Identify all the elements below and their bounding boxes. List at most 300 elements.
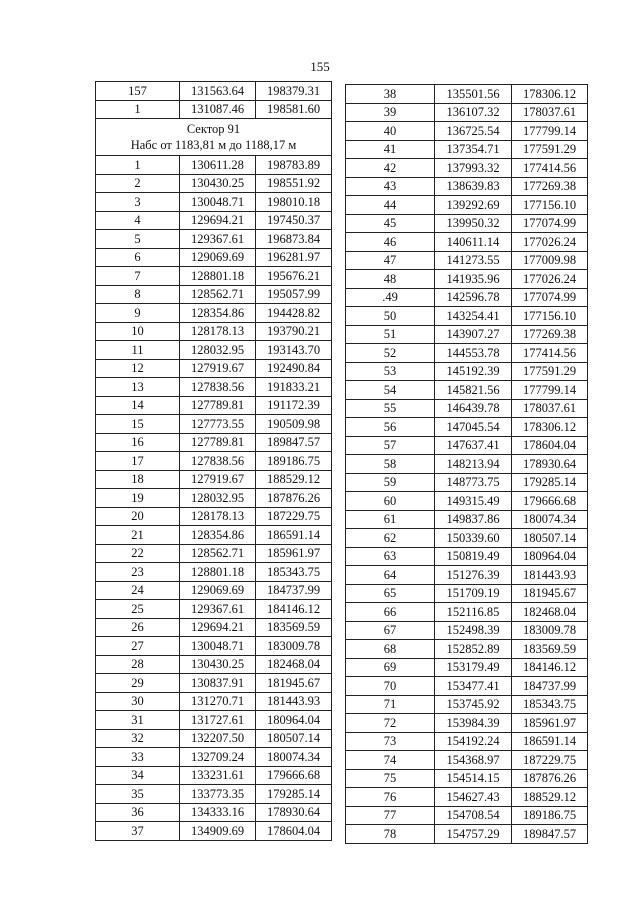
point-number-cell: 44 (346, 196, 435, 215)
point-number-cell: 48 (346, 270, 435, 289)
x-coordinate-cell: 134333.16 (180, 803, 256, 822)
coordinates-table-left (95, 81, 332, 841)
table-row (346, 658, 588, 677)
table-row (96, 711, 332, 730)
x-coordinate-cell: 128354.86 (180, 526, 256, 545)
point-number-cell: 39 (346, 103, 435, 122)
point-number-cell: 25 (96, 600, 180, 619)
point-number-cell: 43 (346, 177, 435, 196)
y-coordinate-cell: 185343.75 (256, 563, 332, 582)
left-top-rows (96, 82, 332, 119)
table-row (346, 547, 588, 566)
point-number-cell: 30 (96, 692, 180, 711)
point-number-cell: 32 (96, 729, 180, 748)
x-coordinate-cell: 131087.46 (180, 100, 256, 119)
point-number-cell: 1 (96, 100, 180, 119)
point-number-cell: 20 (96, 507, 180, 526)
x-coordinate-cell: 130430.25 (180, 655, 256, 674)
table-row (346, 510, 588, 529)
point-number-cell: 36 (96, 803, 180, 822)
table-row (96, 618, 332, 637)
point-number-cell: 4 (96, 211, 180, 230)
x-coordinate-cell: 135501.56 (435, 85, 512, 104)
point-number-cell: 64 (346, 566, 435, 585)
table-row (346, 436, 588, 455)
x-coordinate-cell: 154627.43 (435, 788, 512, 807)
y-coordinate-cell: 189186.75 (512, 806, 588, 825)
y-coordinate-cell: 196281.97 (256, 248, 332, 267)
x-coordinate-cell: 154192.24 (435, 732, 512, 751)
y-coordinate-cell: 190509.98 (256, 415, 332, 434)
y-coordinate-cell: 184146.12 (256, 600, 332, 619)
y-coordinate-cell: 179666.68 (512, 492, 588, 511)
table-row (346, 529, 588, 548)
y-coordinate-cell: 180507.14 (256, 729, 332, 748)
x-coordinate-cell: 128354.86 (180, 304, 256, 323)
x-coordinate-cell: 144553.78 (435, 344, 512, 363)
table-row (96, 359, 332, 378)
point-number-cell: 22 (96, 544, 180, 563)
y-coordinate-cell: 197450.37 (256, 211, 332, 230)
point-number-cell: 59 (346, 473, 435, 492)
table-row (96, 378, 332, 397)
point-number-cell: 18 (96, 470, 180, 489)
y-coordinate-cell: 180964.04 (256, 711, 332, 730)
y-coordinate-cell: 189847.57 (512, 825, 588, 844)
y-coordinate-cell: 177591.29 (512, 362, 588, 381)
y-coordinate-cell: 178930.64 (512, 455, 588, 474)
y-coordinate-cell: 177414.56 (512, 159, 588, 178)
table-row (346, 751, 588, 770)
table-row (96, 803, 332, 822)
y-coordinate-cell: 178037.61 (512, 399, 588, 418)
point-number-cell: 72 (346, 714, 435, 733)
y-coordinate-cell: 193143.70 (256, 341, 332, 360)
point-number-cell: 74 (346, 751, 435, 770)
x-coordinate-cell: 132709.24 (180, 748, 256, 767)
point-number-cell: 16 (96, 433, 180, 452)
y-coordinate-cell: 178306.12 (512, 85, 588, 104)
point-number-cell: 54 (346, 381, 435, 400)
table-row (346, 251, 588, 270)
point-number-cell: 23 (96, 563, 180, 582)
y-coordinate-cell: 198581.60 (256, 100, 332, 119)
table-row (346, 307, 588, 326)
table-row (346, 270, 588, 289)
x-coordinate-cell: 150819.49 (435, 547, 512, 566)
y-coordinate-cell: 193790.21 (256, 322, 332, 341)
point-number-cell: 67 (346, 621, 435, 640)
y-coordinate-cell: 189847.57 (256, 433, 332, 452)
point-number-cell: 17 (96, 452, 180, 471)
table-row (346, 122, 588, 141)
y-coordinate-cell: 177799.14 (512, 122, 588, 141)
point-number-cell: 40 (346, 122, 435, 141)
table-row (346, 695, 588, 714)
table-row (346, 566, 588, 585)
table-row (96, 156, 332, 175)
point-number-cell: 56 (346, 418, 435, 437)
x-coordinate-cell: 147637.41 (435, 436, 512, 455)
y-coordinate-cell: 179285.14 (512, 473, 588, 492)
x-coordinate-cell: 153179.49 (435, 658, 512, 677)
table-row (346, 455, 588, 474)
point-number-cell: 46 (346, 233, 435, 252)
x-coordinate-cell: 133773.35 (180, 785, 256, 804)
x-coordinate-cell: 152116.85 (435, 603, 512, 622)
point-number-cell: 33 (96, 748, 180, 767)
point-number-cell: 12 (96, 359, 180, 378)
x-coordinate-cell: 146439.78 (435, 399, 512, 418)
point-number-cell: 27 (96, 637, 180, 656)
y-coordinate-cell: 182468.04 (512, 603, 588, 622)
point-number-cell: 29 (96, 674, 180, 693)
right-rows (346, 85, 588, 844)
table-row (96, 433, 332, 452)
y-coordinate-cell: 198010.18 (256, 193, 332, 212)
y-coordinate-cell: 183009.78 (512, 621, 588, 640)
point-number-cell: 77 (346, 806, 435, 825)
point-number-cell: 7 (96, 267, 180, 286)
sector-header-group (96, 119, 332, 156)
table-row (346, 584, 588, 603)
x-coordinate-cell: 136725.54 (435, 122, 512, 141)
y-coordinate-cell: 183009.78 (256, 637, 332, 656)
table-row (346, 621, 588, 640)
x-coordinate-cell: 149837.86 (435, 510, 512, 529)
point-number-cell: 69 (346, 658, 435, 677)
point-number-cell: 34 (96, 766, 180, 785)
point-number-cell: 15 (96, 415, 180, 434)
point-number-cell: 26 (96, 618, 180, 637)
y-coordinate-cell: 180964.04 (512, 547, 588, 566)
table-row (96, 729, 332, 748)
x-coordinate-cell: 127919.67 (180, 359, 256, 378)
table-row (346, 640, 588, 659)
x-coordinate-cell: 128032.95 (180, 341, 256, 360)
y-coordinate-cell: 192490.84 (256, 359, 332, 378)
table-row (346, 473, 588, 492)
x-coordinate-cell: 143254.41 (435, 307, 512, 326)
table-row (96, 211, 332, 230)
x-coordinate-cell: 153984.39 (435, 714, 512, 733)
y-coordinate-cell: 187876.26 (256, 489, 332, 508)
y-coordinate-cell: 180074.34 (256, 748, 332, 767)
table-row (96, 285, 332, 304)
x-coordinate-cell: 154368.97 (435, 751, 512, 770)
point-number-cell: 73 (346, 732, 435, 751)
table-row (346, 362, 588, 381)
x-coordinate-cell: 131563.64 (180, 82, 256, 101)
point-number-cell: 71 (346, 695, 435, 714)
point-number-cell: 21 (96, 526, 180, 545)
y-coordinate-cell: 186591.14 (256, 526, 332, 545)
x-coordinate-cell: 151276.39 (435, 566, 512, 585)
table-row (346, 288, 588, 307)
x-coordinate-cell: 129367.61 (180, 230, 256, 249)
point-number-cell: 66 (346, 603, 435, 622)
table-row (96, 322, 332, 341)
x-coordinate-cell: 139950.32 (435, 214, 512, 233)
x-coordinate-cell: 129069.69 (180, 248, 256, 267)
y-coordinate-cell: 181945.67 (256, 674, 332, 693)
y-coordinate-cell: 181443.93 (512, 566, 588, 585)
point-number-cell: 10 (96, 322, 180, 341)
sector-header-row (96, 119, 332, 156)
y-coordinate-cell: 178930.64 (256, 803, 332, 822)
y-coordinate-cell: 178604.04 (256, 822, 332, 841)
table-row (346, 177, 588, 196)
table-row (346, 492, 588, 511)
table-row (96, 655, 332, 674)
y-coordinate-cell: 177009.98 (512, 251, 588, 270)
point-number-cell: 13 (96, 378, 180, 397)
x-coordinate-cell: 145821.56 (435, 381, 512, 400)
table-row (346, 806, 588, 825)
table-row (96, 193, 332, 212)
point-number-cell: 8 (96, 285, 180, 304)
point-number-cell: 42 (346, 159, 435, 178)
point-number-cell: 2 (96, 174, 180, 193)
table-row (96, 600, 332, 619)
x-coordinate-cell: 128178.13 (180, 322, 256, 341)
page-number: 155 (310, 59, 330, 74)
x-coordinate-cell: 150339.60 (435, 529, 512, 548)
x-coordinate-cell: 152498.39 (435, 621, 512, 640)
coordinates-table-right (345, 84, 588, 844)
x-coordinate-cell: 128801.18 (180, 267, 256, 286)
y-coordinate-cell: 177799.14 (512, 381, 588, 400)
y-coordinate-cell: 177074.99 (512, 288, 588, 307)
point-number-cell: 41 (346, 140, 435, 159)
table-row (96, 267, 332, 286)
y-coordinate-cell: 184737.99 (512, 677, 588, 696)
table-row (96, 230, 332, 249)
point-number-cell: 70 (346, 677, 435, 696)
table-row (96, 82, 332, 101)
point-number-cell: 31 (96, 711, 180, 730)
x-coordinate-cell: 143907.27 (435, 325, 512, 344)
y-coordinate-cell: 177591.29 (512, 140, 588, 159)
point-number-cell: 45 (346, 214, 435, 233)
table-row (96, 822, 332, 841)
x-coordinate-cell: 152852.89 (435, 640, 512, 659)
y-coordinate-cell: 178604.04 (512, 436, 588, 455)
point-number-cell: 51 (346, 325, 435, 344)
x-coordinate-cell: 137993.32 (435, 159, 512, 178)
x-coordinate-cell: 129694.21 (180, 211, 256, 230)
table-row (96, 100, 332, 119)
x-coordinate-cell: 148773.75 (435, 473, 512, 492)
x-coordinate-cell: 127919.67 (180, 470, 256, 489)
x-coordinate-cell: 128562.71 (180, 544, 256, 563)
x-coordinate-cell: 130837.91 (180, 674, 256, 693)
table-row (96, 526, 332, 545)
y-coordinate-cell: 177026.24 (512, 233, 588, 252)
y-coordinate-cell: 182468.04 (256, 655, 332, 674)
point-number-cell: 52 (346, 344, 435, 363)
table-row (96, 581, 332, 600)
y-coordinate-cell: 184146.12 (512, 658, 588, 677)
y-coordinate-cell: 188529.12 (256, 470, 332, 489)
y-coordinate-cell: 187229.75 (512, 751, 588, 770)
point-number-cell: 53 (346, 362, 435, 381)
table-row (96, 248, 332, 267)
y-coordinate-cell: 177269.38 (512, 177, 588, 196)
x-coordinate-cell: 129694.21 (180, 618, 256, 637)
x-coordinate-cell: 142596.78 (435, 288, 512, 307)
table-row (96, 452, 332, 471)
sector-header-cell (96, 119, 332, 156)
point-number-cell: 35 (96, 785, 180, 804)
y-coordinate-cell: 177156.10 (512, 196, 588, 215)
x-coordinate-cell: 130430.25 (180, 174, 256, 193)
table-row (96, 544, 332, 563)
point-number-cell: 78 (346, 825, 435, 844)
table-row (346, 418, 588, 437)
x-coordinate-cell: 130048.71 (180, 637, 256, 656)
x-coordinate-cell: 154514.15 (435, 769, 512, 788)
point-number-cell: 62 (346, 529, 435, 548)
x-coordinate-cell: 141273.55 (435, 251, 512, 270)
x-coordinate-cell: 127789.81 (180, 433, 256, 452)
point-number-cell: 65 (346, 584, 435, 603)
table-row (96, 692, 332, 711)
point-number-cell: 24 (96, 581, 180, 600)
table-row (96, 304, 332, 323)
table-row (346, 196, 588, 215)
x-coordinate-cell: 134909.69 (180, 822, 256, 841)
y-coordinate-cell: 181945.67 (512, 584, 588, 603)
x-coordinate-cell: 141935.96 (435, 270, 512, 289)
point-number-cell: 157 (96, 82, 180, 101)
point-number-cell: 19 (96, 489, 180, 508)
x-coordinate-cell: 127789.81 (180, 396, 256, 415)
x-coordinate-cell: 139292.69 (435, 196, 512, 215)
y-coordinate-cell: 198783.89 (256, 156, 332, 175)
y-coordinate-cell: 185961.97 (512, 714, 588, 733)
y-coordinate-cell: 177414.56 (512, 344, 588, 363)
y-coordinate-cell: 187876.26 (512, 769, 588, 788)
table-row (346, 732, 588, 751)
y-coordinate-cell: 185343.75 (512, 695, 588, 714)
point-number-cell: 28 (96, 655, 180, 674)
x-coordinate-cell: 129367.61 (180, 600, 256, 619)
x-coordinate-cell: 127838.56 (180, 452, 256, 471)
point-number-cell: 50 (346, 307, 435, 326)
sector-subtitle: Набс от 1183,81 м до 1188,17 м (130, 138, 297, 152)
x-coordinate-cell: 127838.56 (180, 378, 256, 397)
point-number-cell: 9 (96, 304, 180, 323)
y-coordinate-cell: 195676.21 (256, 267, 332, 286)
point-number-cell: 37 (96, 822, 180, 841)
sector-title: Сектор 91 (186, 122, 241, 136)
table-row (346, 825, 588, 844)
x-coordinate-cell: 147045.54 (435, 418, 512, 437)
table-row (346, 381, 588, 400)
table-row (96, 637, 332, 656)
y-coordinate-cell: 183569.59 (256, 618, 332, 637)
x-coordinate-cell: 128178.13 (180, 507, 256, 526)
table-row (96, 766, 332, 785)
point-number-cell: .49 (346, 288, 435, 307)
y-coordinate-cell: 191172.39 (256, 396, 332, 415)
x-coordinate-cell: 145192.39 (435, 362, 512, 381)
table-row (346, 140, 588, 159)
y-coordinate-cell: 188529.12 (512, 788, 588, 807)
y-coordinate-cell: 178037.61 (512, 103, 588, 122)
point-number-cell: 57 (346, 436, 435, 455)
x-coordinate-cell: 154757.29 (435, 825, 512, 844)
y-coordinate-cell: 191833.21 (256, 378, 332, 397)
point-number-cell: 47 (346, 251, 435, 270)
table-row (346, 233, 588, 252)
y-coordinate-cell: 177074.99 (512, 214, 588, 233)
table-row (96, 174, 332, 193)
x-coordinate-cell: 130048.71 (180, 193, 256, 212)
x-coordinate-cell: 127773.55 (180, 415, 256, 434)
x-coordinate-cell: 130611.28 (180, 156, 256, 175)
y-coordinate-cell: 194428.82 (256, 304, 332, 323)
x-coordinate-cell: 138639.83 (435, 177, 512, 196)
y-coordinate-cell: 180507.14 (512, 529, 588, 548)
left-sector-rows (96, 156, 332, 841)
x-coordinate-cell: 128562.71 (180, 285, 256, 304)
y-coordinate-cell: 186591.14 (512, 732, 588, 751)
x-coordinate-cell: 133231.61 (180, 766, 256, 785)
y-coordinate-cell: 198379.31 (256, 82, 332, 101)
point-number-cell: 68 (346, 640, 435, 659)
point-number-cell: 6 (96, 248, 180, 267)
x-coordinate-cell: 128032.95 (180, 489, 256, 508)
y-coordinate-cell: 178306.12 (512, 418, 588, 437)
table-row (96, 748, 332, 767)
y-coordinate-cell: 195057.99 (256, 285, 332, 304)
y-coordinate-cell: 177156.10 (512, 307, 588, 326)
x-coordinate-cell: 154708.54 (435, 806, 512, 825)
table-row (96, 396, 332, 415)
y-coordinate-cell: 180074.34 (512, 510, 588, 529)
table-row (346, 714, 588, 733)
y-coordinate-cell: 187229.75 (256, 507, 332, 526)
point-number-cell: 58 (346, 455, 435, 474)
point-number-cell: 75 (346, 769, 435, 788)
y-coordinate-cell: 181443.93 (256, 692, 332, 711)
table-row (346, 603, 588, 622)
point-number-cell: 60 (346, 492, 435, 511)
y-coordinate-cell: 183569.59 (512, 640, 588, 659)
table-row (346, 344, 588, 363)
x-coordinate-cell: 153477.41 (435, 677, 512, 696)
y-coordinate-cell: 198551.92 (256, 174, 332, 193)
x-coordinate-cell: 129069.69 (180, 581, 256, 600)
point-number-cell: 76 (346, 788, 435, 807)
table-row (346, 103, 588, 122)
point-number-cell: 3 (96, 193, 180, 212)
table-row (96, 489, 332, 508)
y-coordinate-cell: 196873.84 (256, 230, 332, 249)
table-row (346, 399, 588, 418)
y-coordinate-cell: 184737.99 (256, 581, 332, 600)
x-coordinate-cell: 148213.94 (435, 455, 512, 474)
x-coordinate-cell: 128801.18 (180, 563, 256, 582)
point-number-cell: 5 (96, 230, 180, 249)
y-coordinate-cell: 179285.14 (256, 785, 332, 804)
x-coordinate-cell: 149315.49 (435, 492, 512, 511)
table-row (346, 214, 588, 233)
x-coordinate-cell: 136107.32 (435, 103, 512, 122)
point-number-cell: 38 (346, 85, 435, 104)
